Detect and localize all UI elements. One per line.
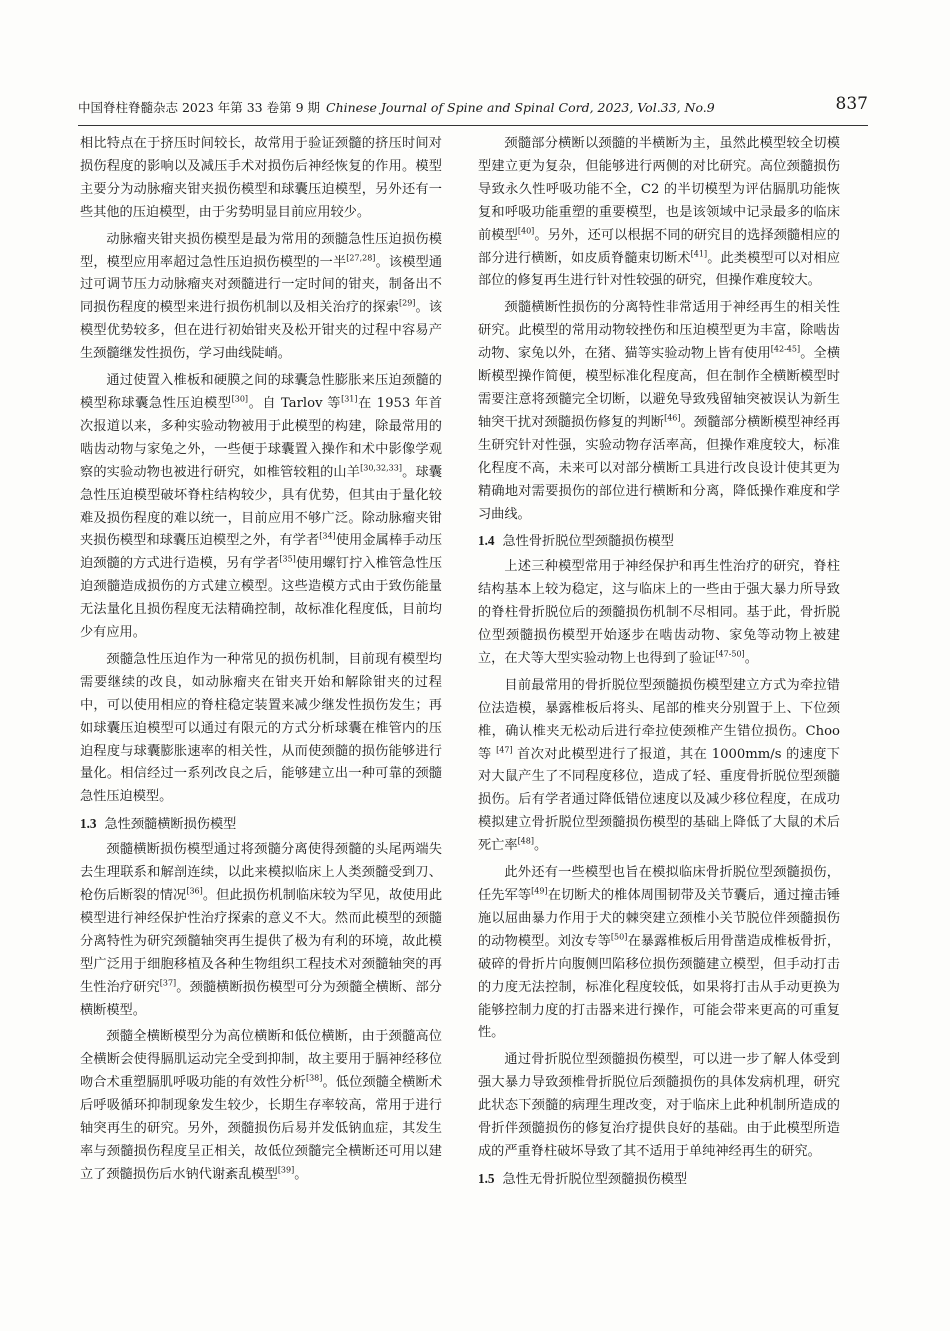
paragraph [478, 297, 840, 526]
header-rule [78, 125, 868, 126]
paragraph-text: 。全横断模型操作简便，模型标准化程度高，但在制作全横断模型时需要注意将颈髓完全切断，以避免导致残留轴突被误认为新生轴突干扰对颈髓损伤修复的判断 [478, 346, 841, 430]
paragraph-text: 。 [533, 838, 548, 854]
paragraph-text: 颈髓全横断模型分为高位横断和低位横断，由于颈髓高位全横断会使得膈肌运动完全受到抑制，故主要用于膈神经移位吻合术重塑膈肌呼吸功能的有效性分析 [80, 1029, 442, 1091]
paragraph-text: 使用金属棒手动压迫颈髓的方式进行造模，另有学者 [80, 533, 443, 572]
citation-ref: [46] [664, 413, 681, 423]
citation-ref: [50] [610, 932, 628, 942]
paragraph [478, 862, 840, 1045]
citation-ref: [49] [531, 886, 548, 896]
paragraph [80, 839, 442, 1022]
journal-name-cn: 中国脊柱脊髓杂志 2023 年第 33 卷第 9 期 [78, 100, 321, 115]
citation-ref: [37] [159, 978, 177, 988]
paragraph-text: 目前最常用的骨折脱位型颈髓损伤模型建立方式为牵拉错位法造模，暴露椎板后将头、尾部的椎夹分别置于上、下位颈椎，确认椎夹无松动后进行牵拉使颈椎产生错位损伤。Choo 等 [478, 677, 840, 762]
citation-ref: [48] [517, 836, 534, 846]
citation-ref: [40] [517, 226, 535, 236]
citation-ref: [27,28] [346, 253, 376, 263]
paragraph-text: 相比特点在于挤压时间较长，故常用于验证颈髓的挤压时间对损伤程度的影响以及减压手术对损伤后神经恢复的作用。模型主要分为动脉瘤夹钳夹损伤模型和球囊压迫模型，另外还有一些其他的压迫模型，由于劣势明显目前应用较少。 [80, 136, 442, 220]
paragraph-text: 此外还有一些模型也旨在模拟临床骨折脱位型颈髓损伤，任先军等 [478, 865, 840, 903]
paragraph [80, 1026, 442, 1186]
citation-ref: [34] [319, 532, 336, 542]
paragraph [478, 556, 840, 671]
paragraph-text: 。颈髓横断损伤模型可分为颈髓全横断、部分横断模型。 [80, 979, 442, 1018]
paragraph [478, 1049, 840, 1164]
paragraph-text: 。 [744, 650, 758, 666]
section-heading [80, 813, 442, 837]
section-number: 1.3 [80, 816, 97, 832]
section-number: 1.4 [478, 533, 495, 549]
page-number: 837 [835, 94, 868, 114]
paragraph [80, 133, 442, 225]
section-title: 急性颈髓横断损伤模型 [104, 817, 237, 833]
citation-ref: [47] [496, 745, 513, 755]
paragraph-text: 动脉瘤夹钳夹损伤模型是最为常用的颈髓急性压迫损伤模型，模型应用率超过急性压迫损伤模型的一半 [80, 231, 442, 270]
citation-ref: [30] [231, 394, 249, 404]
citation-ref: [29] [399, 298, 416, 308]
paragraph-text: 。该模型通过可调节压力动脉瘤夹对颈髓进行一定时间的钳夹，制备出不同损伤程度的模型来进行损伤机制以及相关治疗的探索 [80, 254, 443, 316]
section-title: 急性骨折脱位型颈髓损伤模型 [502, 534, 674, 550]
paragraph [478, 675, 840, 858]
citation-ref: [30,32,33] [360, 463, 402, 473]
paragraph-text: 在切断犬的椎体周围韧带及关节囊后，通过撞击锤施以屈曲暴力作用于犬的棘突建立颈椎小关节脱位伴颈髓损伤的动物模型。刘汝专等 [478, 888, 841, 949]
section-heading [478, 1168, 840, 1192]
paragraph-text: 颈髓横断损伤模型通过将颈髓分离使得颈髓的头尾两端失去生理联系和解剖连续，以此来模拟临床上人类颈髓受到刀、枪伤后断裂的情况 [80, 842, 442, 903]
journal-name-en: Chinese Journal of Spine and Spinal Cord, 2023, Vol.33, No.9 [326, 100, 715, 115]
paragraph-text: 颈髓急性压迫作为一种常见的损伤机制，目前现有模型均需要继续的改良，如动脉瘤夹在钳夹开始和解除钳夹的过程中，可以使用相应的脊柱稳定装置来减少继发性损伤发生；再如球囊压迫模型可以通过有限元的方式分析球囊在椎管内的压迫程度与球囊膨胀速率的相关性，从而使颈髓的损伤能够进行量化。相信经过一系列改良之后，能够建立出一种可靠的颈髓急性压迫模型。 [80, 651, 442, 805]
left-column [80, 133, 442, 1191]
citation-ref: [42-45] [770, 344, 801, 354]
paragraph-text: 。颈髓部分横断模型神经再生研究针对性强，实验动物存活率高，但操作难度较大，标准化程度不高，未来可以对部分横断工具进行改良设计使其更为精确地对需要损伤的部位进行横断和分离，降低操作难度和学习曲线。 [478, 414, 841, 522]
citation-ref: [31] [341, 394, 358, 404]
citation-ref: [36] [186, 886, 203, 896]
section-number: 1.5 [478, 1170, 495, 1186]
paragraph-text: 。 [294, 1166, 308, 1182]
paragraph-text: 。此类模型可以对相应部位的修复再生进行针对性较强的研究，但操作难度较大。 [478, 250, 841, 289]
citation-ref: [35] [279, 554, 296, 564]
paragraph-text: 。低位颈髓全横断术后呼吸循环抑制现象发生较少，长期生存率较高，常用于进行轴突再生的研究。另外，颈髓损伤后易并发低钠血症，其发生率与颈髓损伤程度呈正相关，故低位颈髓完全横断还可用以建立了颈髓损伤后水钠代谢紊乱模型 [80, 1075, 443, 1182]
paragraph [80, 370, 442, 645]
paragraph-text: 在 1953 年首次报道以来，多种实验动物被用于此模型的构建，除最常用的啮齿动物与家兔之外，一些便于球囊置入操作和术中影像学观察的实验动物也被进行研究，如椎管较粗的山羊 [80, 395, 442, 480]
paragraph-text: 。自 Tarlov 等 [248, 395, 342, 411]
citation-ref: [38] [305, 1073, 323, 1083]
paragraph-text: 。该模型优势较多，但在进行初始钳夹及松开钳夹的过程中容易产生颈髓继发性损伤，学习曲线陡峭。 [80, 300, 443, 362]
paragraph [80, 229, 442, 366]
citation-ref: [47-50] [715, 649, 745, 659]
paragraph [478, 133, 840, 293]
paragraph-text: 通过使置入椎板和硬膜之间的球囊急性膨胀来压迫颈髓的模型称球囊急性压迫模型 [80, 373, 442, 411]
paragraph-text: 使用螺钉拧入椎管急性压迫颈髓造成损伤的方式建立模型。这些造模方式由于致伤能量无法量化且损伤程度无法精确控制，故标准化程度低，目前均少有应用。 [80, 556, 443, 641]
running-header [78, 94, 868, 120]
section-heading [478, 530, 840, 554]
paragraph-text: 颈髓横断性损伤的分离特性非常适用于神经再生的相关性研究。此模型的常用动物较挫伤和压迫模型更为丰富，除啮齿动物、家兔以外，在猪、猫等实验动物上皆有使用 [478, 300, 840, 362]
paragraph-text: 通过骨折脱位型颈髓损伤模型，可以进一步了解人体受到强大暴力导致颈椎骨折脱位后颈髓损伤的具体发病机理，研究此状态下颈髓的病理生理改变，对于临床上此种机制所造成的骨折伴颈髓损伤的修复治疗提供良好的基础。由于此模型所造成的严重脊柱破坏导致了其不适用于单纯神经再生的研究。 [478, 1052, 840, 1159]
paragraph-text: 颈髓部分横断以颈髓的半横断为主，虽然此模型较全切模型建立更为复杂，但能够进行两侧的对比研究。高位颈髓损伤导致永久性呼吸功能不全，C2 的半切模型为评估膈肌功能恢复和呼吸功能重塑的重要模型，也是该领域中记录最多的临床前模型 [478, 136, 840, 243]
citation-ref: [39] [277, 1165, 295, 1175]
paragraph [80, 649, 442, 809]
paragraph-text: 。但此损伤机制临床较为罕见，故使用此模型进行神经保护性治疗探索的意义不大。然而此模型的颈髓分离特性为研究颈髓轴突再生提供了极为有利的环境，故此模型广泛用于细胞移植及各种生物组织工程技术对颈髓轴突的再生性治疗研究 [80, 888, 443, 995]
paragraph-text: 。另外，还可以根据不同的研究目的选择颈髓相应的部分进行横断，如皮质脊髓束切断术 [478, 227, 840, 266]
paragraph-text: 。球囊急性压迫模型破坏脊柱结构较少，具有优势，但其由于量化较难及损伤程度的难以统一，目前应用不够广泛。除动脉瘤夹钳夹损伤模型和球囊压迫模型之外，有学者 [80, 464, 442, 549]
paragraph-text: 首次对此模型进行了报道，其在 1000mm/s 的速度下对大鼠产生了不同程度移位，造成了轻、重度骨折脱位型颈髓损伤。后有学者通过降低错位速度以及减少移位程度，在成功模拟建立骨折脱位型颈髓损伤模型的基础上降低了大鼠的术后死亡率 [478, 746, 840, 854]
citation-ref: [41] [690, 249, 708, 259]
section-title: 急性无骨折脱位型颈髓损伤模型 [502, 1171, 688, 1187]
paragraph-text: 上述三种模型常用于神经保护和再生性治疗的研究，脊柱结构基本上较为稳定，这与临床上的一些由于强大暴力所导致的脊柱骨折脱位后的颈髓损伤机制不尽相同。基于此，骨折脱位型颈髓损伤模型开始逐步在啮齿动物、家兔等动物上被建立，在犬等大型实验动物上也得到了验证 [478, 559, 840, 666]
journal-citation [78, 98, 715, 116]
paragraph-text: 在暴露椎板后用骨凿造成椎板骨折，破碎的骨折片向腹侧凹陷移位损伤颈髓建立模型，但手动打击的力度无法控制，标准化程度较低，如果将打击从手动更换为能够控制力度的打击器来进行操作，可能会带来更高的可重复性。 [478, 933, 841, 1041]
right-column [478, 133, 840, 1194]
